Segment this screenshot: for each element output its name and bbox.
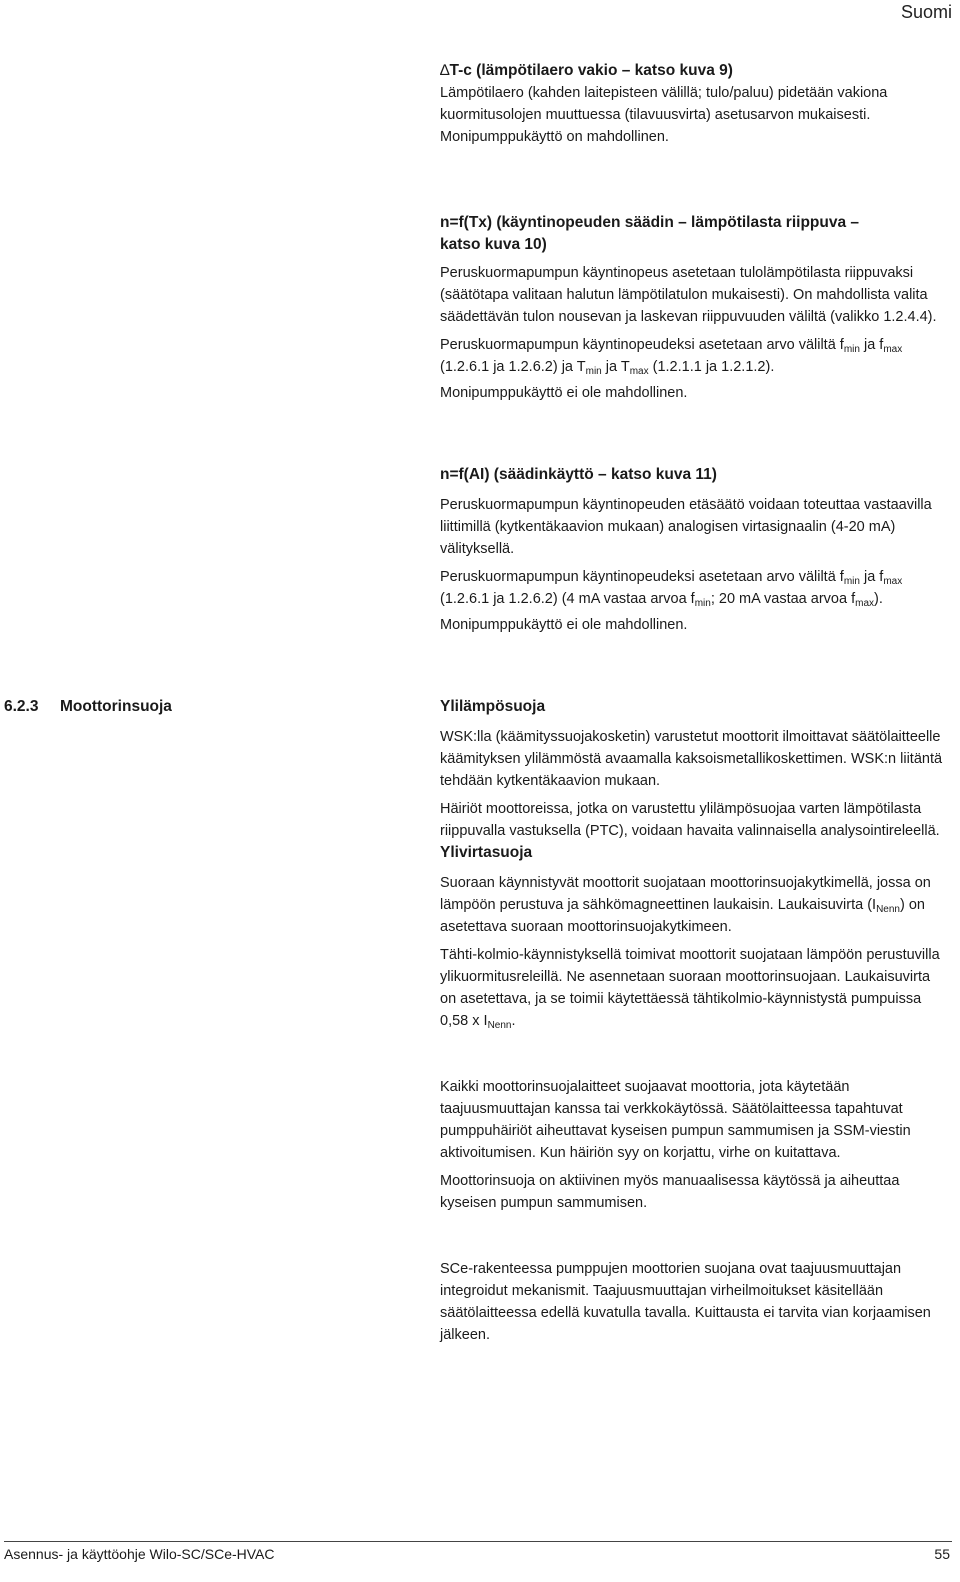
text: (1.2.1.1 ja 1.2.1.2). (648, 359, 775, 375)
paragraph-range (440, 334, 945, 378)
heading-text: T-c (lämpötilaero vakio – katso kuva 9) (449, 62, 733, 79)
block-heading (440, 60, 945, 82)
paragraph-direct-start (440, 872, 945, 938)
paragraph: Monipumppukäyttö ei ole mahdollinen. (440, 617, 688, 633)
paragraph: SCe-rakenteessa pumppujen moottorien suojana ovat taajuusmuuttajan integroidut mekanismit. Taajuusmuuttajan virheilmoitukset käsitellään säätölaitteessa edellä kuvatulla tavalla. Kuittausta ei tarvita vian korjaamisen jälkeen. (440, 1261, 931, 1343)
paragraph: Häiriöt moottoreissa, jotka on varustettu ylilämpösuojaa varten lämpötilasta riippuvalla vastuksella (PTC), voidaan havaita valinnaisella analysointireleellä. (440, 801, 940, 839)
text: . (511, 1013, 516, 1029)
block-heading-line1: n=f(Tx) (käyntinopeuden säädin – lämpötilasta riippuva – (440, 214, 860, 231)
paragraph-range (440, 566, 945, 610)
footer-title: Asennus- ja käyttöohje Wilo-SC/SCe-HVAC (4, 1546, 275, 1562)
paragraph-star-delta (440, 944, 945, 1032)
paragraph: Monipumppukäyttö ei ole mahdollinen. (440, 385, 688, 401)
paragraph: Moottorinsuoja on aktiivinen myös manuaalisessa käytössä ja aiheuttaa kyseisen pumpun sammumisen. (440, 1173, 900, 1211)
subsection-heading-overcurrent: Ylivirtasuoja (440, 844, 533, 861)
text: Peruskuormapumpun käyntinopeudeksi asetetaan arvo väliltä f (440, 569, 844, 585)
text: (1.2.6.1 ja 1.2.6.2) (4 mA vastaa arvoa f (440, 591, 695, 607)
subscript: Nenn (876, 904, 900, 915)
subscript: min (585, 366, 602, 377)
subsection-heading-overheat: Ylilämpösuoja (440, 698, 546, 715)
subscript: min (843, 344, 860, 355)
subscript: max (855, 598, 875, 609)
text: Tähti-kolmio-käynnistyksellä toimivat moottorit suojataan lämpöön perustuvilla ylikuormitusreleillä. Ne asennetaan suoraan moottorinsuojaan. Laukaisuvirta on asetettava, ja se toimii käytettäessä tähtikolmio-käynnistystä pumpuissa 0,58 x I (440, 947, 940, 1029)
block-heading: n=f(AI) (säädinkäyttö – katso kuva 11) (440, 466, 717, 483)
section-title: Moottorinsuoja (60, 698, 172, 715)
subscript: Nenn (487, 1020, 512, 1031)
text: ) on asetettava suoraan moottorinsuojakytkimeen. (440, 897, 925, 935)
paragraph: Kaikki moottorinsuojalaitteet suojaavat moottoria, jota käytetään taajuusmuuttajan kanssa tai verkkokäytössä. Säätölaitteessa tapahtuvat pumppuhäiriöt aiheuttavat kyseisen pumpun sammumisen ja SSM-viestin aktivoitumisen. Kun häiriön syy on korjattu, virhe on kuitattava. (440, 1079, 911, 1161)
delta-symbol: ∆ (440, 62, 450, 79)
page-number: 55 (934, 1546, 950, 1562)
block-delta-t (440, 60, 945, 148)
language-label: Suomi (900, 2, 952, 22)
text: ja f (859, 569, 884, 585)
section-heading (4, 696, 172, 718)
paragraph: WSK:lla (käämityssuojakosketin) varustetut moottorit ilmoittavat säätölaitteelle käämityksen ylilämmöstä avaamalla kaksoismetallikoskettimen. WSK:n liitäntä tehdään kytkentäkaavion mukaan. (440, 729, 943, 789)
subscript: max (629, 366, 649, 377)
subscript: max (883, 344, 903, 355)
paragraph: Lämpötilaero (kahden laitepisteen välillä; tulo/paluu) pidetään vakiona kuormitusolojen muuttuessa (tilavuusvirta) asetusarvon mukaisesti. (440, 85, 888, 123)
section-body (440, 696, 945, 1346)
subscript: max (883, 576, 903, 587)
text: ja T (601, 359, 630, 375)
text: ja f (859, 337, 884, 353)
text: (1.2.6.1 ja 1.2.6.2) ja T (440, 359, 586, 375)
text: Suoraan käynnistyvät moottorit suojataan moottorinsuojakytkimellä, jossa on lämpöön perustuva ja sähkömagneettinen laukaisin. Laukaisuvirta (I (440, 875, 931, 913)
paragraph: Peruskuormapumpun käyntinopeuden etäsäätö voidaan toteuttaa vastaavilla liittimillä (kytkentäkaavion mukaan) analogisen virtasignaalin (4-20 mA) välityksellä. (440, 497, 932, 557)
text: ; 20 mA vastaa arvoa f (710, 591, 856, 607)
paragraph: Peruskuormapumpun käyntinopeus asetetaan tulolämpötilasta riippuvaksi (säätötapa valitaan halutun lämpötilatulon mukaisesti). On mahdollista valita säädettävän tulon nousevan ja laskevan riippuvuuden väliltä (valikko 1.2.4.4). (440, 265, 937, 325)
text: Peruskuormapumpun käyntinopeudeksi asetetaan arvo väliltä f (440, 337, 844, 353)
block-n-f-ai (440, 464, 945, 636)
subscript: min (694, 598, 711, 609)
block-n-f-tx (440, 212, 945, 404)
paragraph: Monipumppukäyttö on mahdollinen. (440, 129, 669, 145)
subscript: min (843, 576, 860, 587)
footer-divider (4, 1541, 952, 1542)
text: ). (874, 591, 883, 607)
section-number: 6.2.3 (4, 698, 39, 715)
block-heading-line2: katso kuva 10) (440, 236, 547, 253)
